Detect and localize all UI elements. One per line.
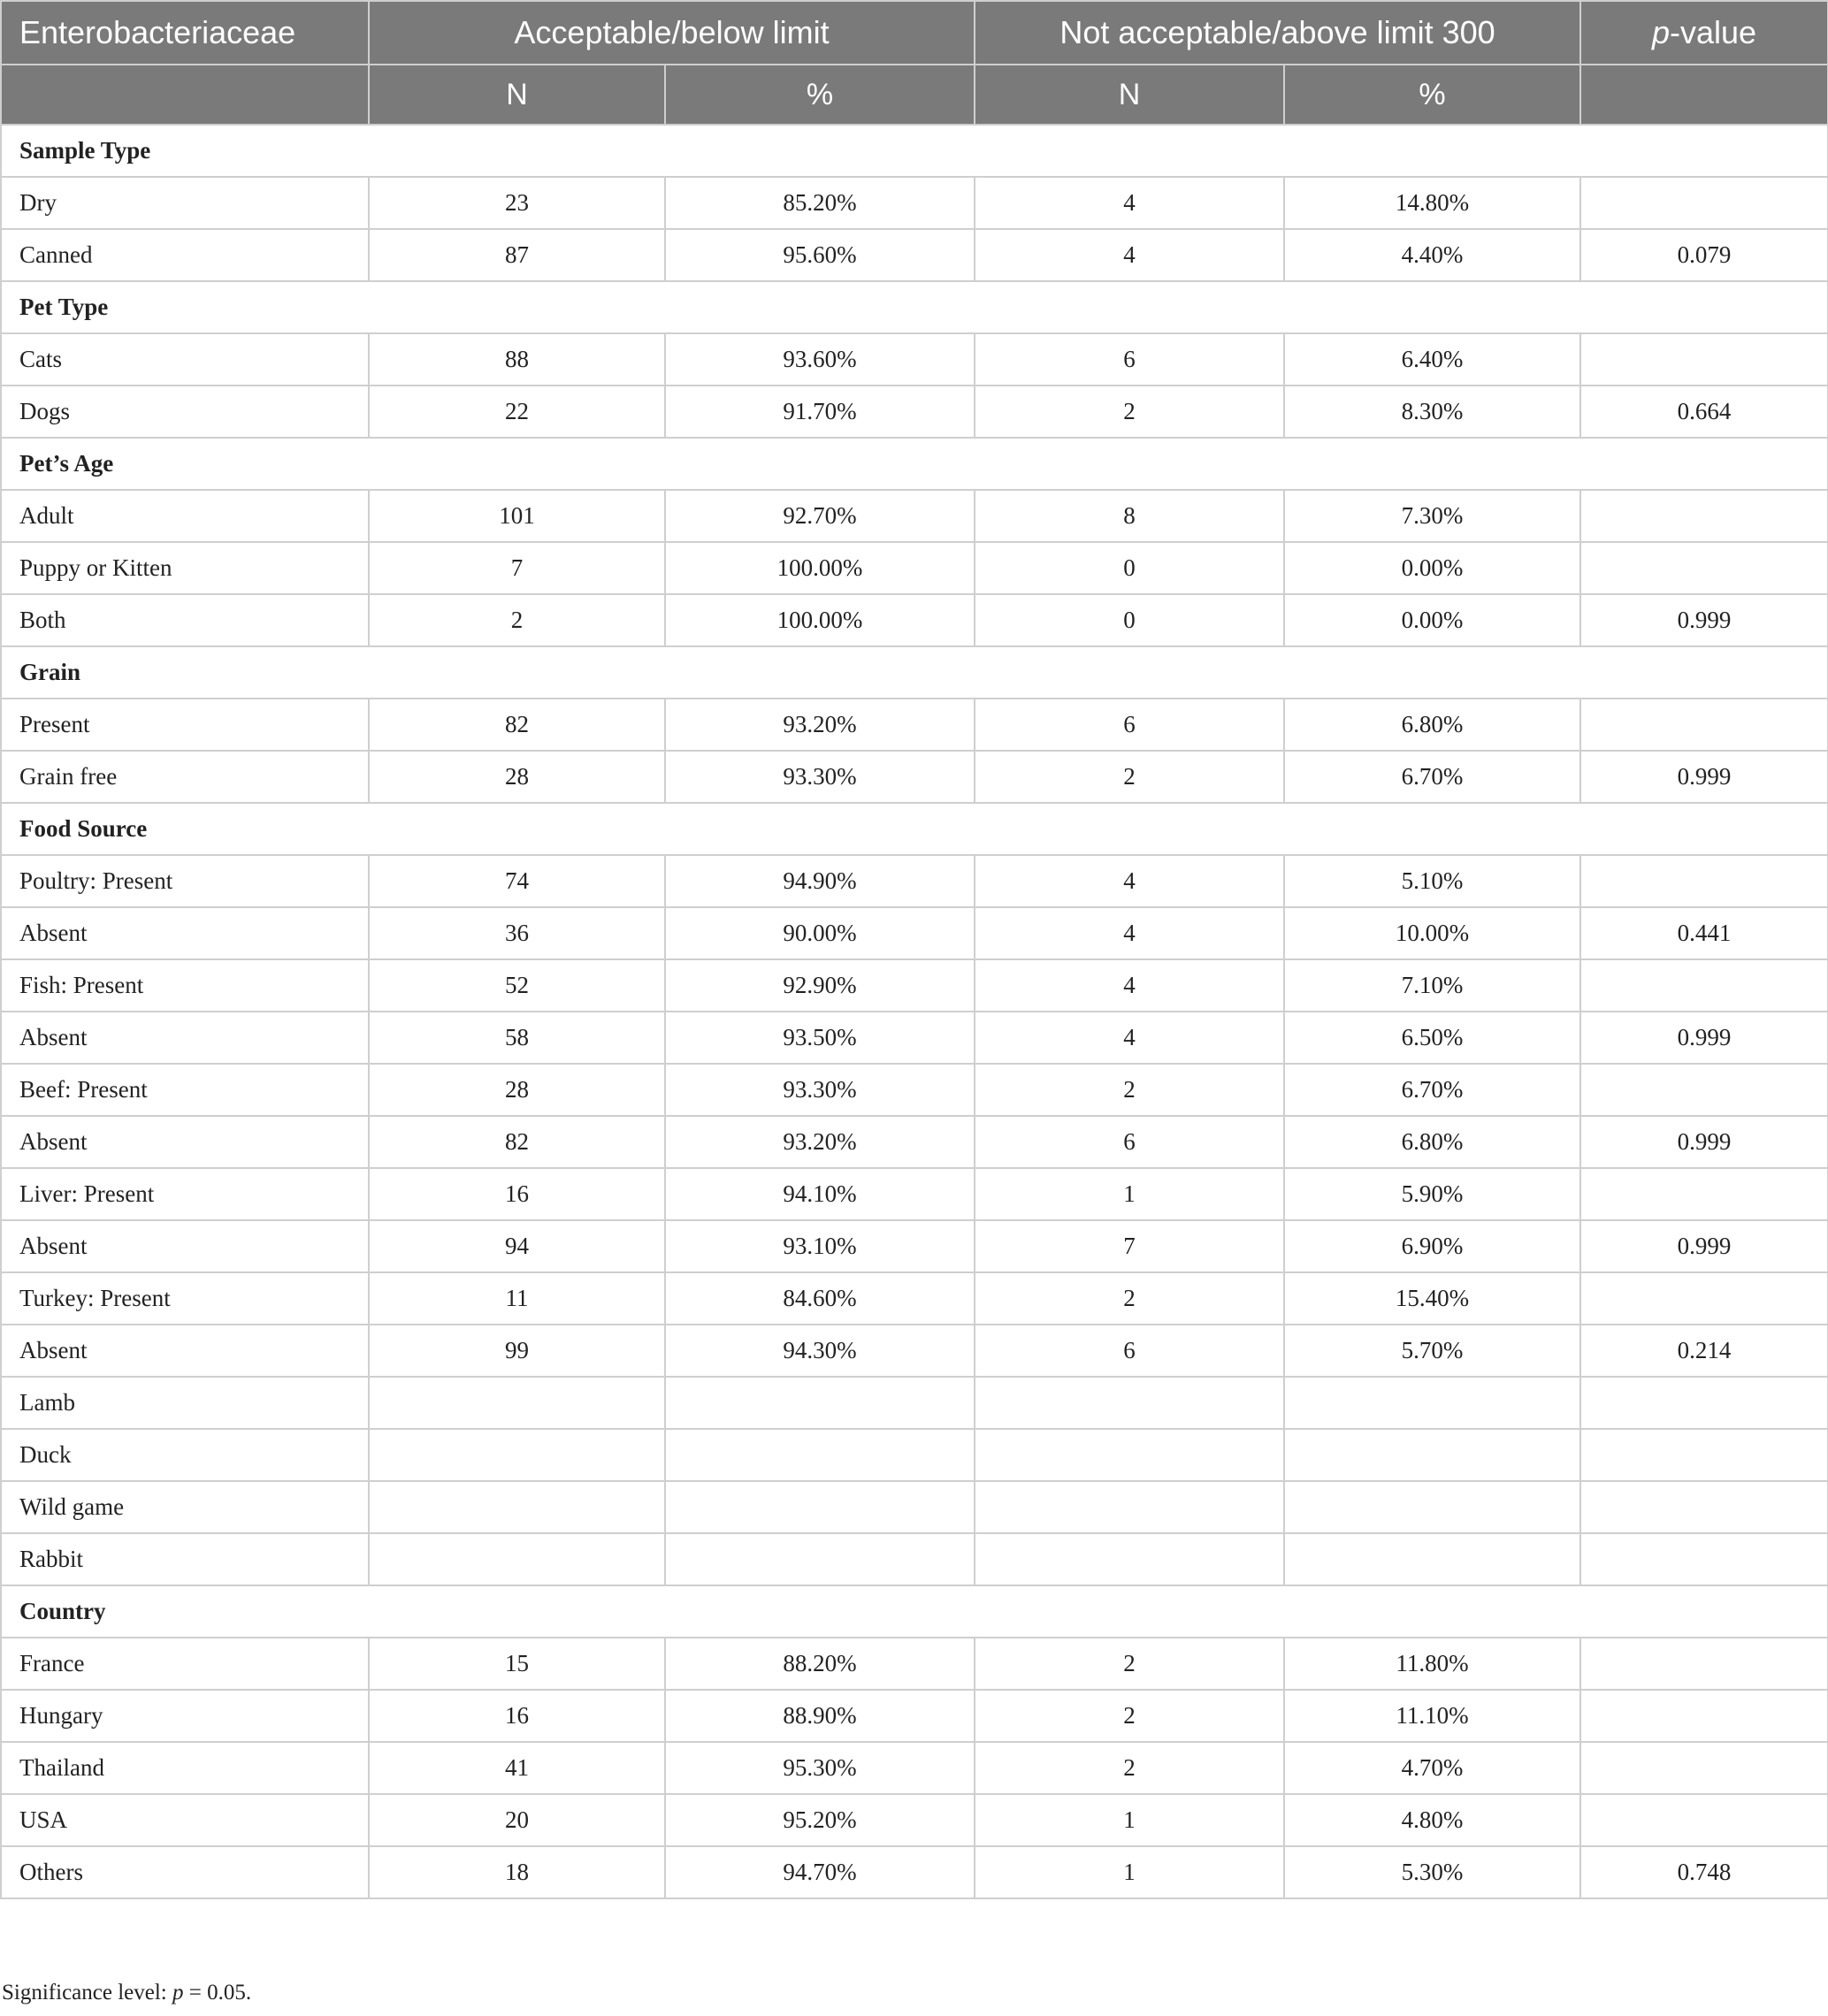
- row-label: Poultry: Present: [1, 855, 369, 907]
- cell-p-value: [1580, 1377, 1828, 1429]
- table-row: [1, 386, 1828, 438]
- row-label: France: [1, 1638, 369, 1690]
- row-label: Lamb: [1, 1377, 369, 1429]
- cell-not-acceptable-pct: 8.30%: [1284, 386, 1580, 438]
- row-label: Dogs: [1, 386, 369, 438]
- cell-p-value: 0.999: [1580, 1012, 1828, 1064]
- table-row: [1, 1533, 1828, 1585]
- cell-not-acceptable-n: 6: [975, 1325, 1284, 1377]
- cell-p-value: [1580, 1429, 1828, 1481]
- subheader-empty-pvalue: [1580, 65, 1828, 125]
- subheader-n1: N: [369, 65, 665, 125]
- row-label: Liver: Present: [1, 1168, 369, 1220]
- cell-p-value: [1580, 1794, 1828, 1846]
- cell-not-acceptable-pct: 11.80%: [1284, 1638, 1580, 1690]
- cell-not-acceptable-pct: 6.80%: [1284, 699, 1580, 751]
- table-row: [1, 333, 1828, 386]
- header-row: [1, 1, 1828, 65]
- cell-not-acceptable-pct: [1284, 1429, 1580, 1481]
- cell-acceptable-pct: 94.30%: [665, 1325, 975, 1377]
- section-label: Country: [1, 1585, 1828, 1638]
- table-row: [1, 1638, 1828, 1690]
- row-label: Duck: [1, 1429, 369, 1481]
- cell-p-value: [1580, 1064, 1828, 1116]
- row-label: Grain free: [1, 751, 369, 803]
- cell-not-acceptable-pct: 6.50%: [1284, 1012, 1580, 1064]
- footnote: [2, 1981, 251, 2005]
- section-row: [1, 1585, 1828, 1638]
- table-row: [1, 177, 1828, 229]
- header-not-acceptable: Not acceptable/above limit 300: [975, 1, 1580, 65]
- cell-not-acceptable-pct: 5.70%: [1284, 1325, 1580, 1377]
- cell-acceptable-pct: 95.20%: [665, 1794, 975, 1846]
- cell-not-acceptable-n: 6: [975, 1116, 1284, 1168]
- cell-acceptable-pct: [665, 1429, 975, 1481]
- cell-not-acceptable-n: 2: [975, 751, 1284, 803]
- row-label: Canned: [1, 229, 369, 281]
- cell-p-value: [1580, 490, 1828, 542]
- cell-not-acceptable-n: 0: [975, 594, 1284, 646]
- cell-p-value: [1580, 1168, 1828, 1220]
- cell-acceptable-pct: 93.30%: [665, 1064, 975, 1116]
- header-enterobacteriaceae: Enterobacteriaceae: [1, 1, 369, 65]
- cell-not-acceptable-pct: 6.70%: [1284, 751, 1580, 803]
- cell-not-acceptable-pct: 6.80%: [1284, 1116, 1580, 1168]
- cell-not-acceptable-pct: [1284, 1533, 1580, 1585]
- row-label: Rabbit: [1, 1533, 369, 1585]
- row-label: Dry: [1, 177, 369, 229]
- cell-acceptable-n: [369, 1533, 665, 1585]
- cell-not-acceptable-pct: 4.80%: [1284, 1794, 1580, 1846]
- cell-p-value: 0.441: [1580, 907, 1828, 959]
- cell-acceptable-pct: 94.70%: [665, 1846, 975, 1898]
- cell-p-value: [1580, 333, 1828, 386]
- subheader-pct2: %: [1284, 65, 1580, 125]
- cell-acceptable-n: 74: [369, 855, 665, 907]
- section-row: [1, 125, 1828, 177]
- cell-p-value: 0.748: [1580, 1846, 1828, 1898]
- cell-acceptable-n: 94: [369, 1220, 665, 1272]
- cell-acceptable-pct: 92.90%: [665, 959, 975, 1012]
- table-row: [1, 959, 1828, 1012]
- cell-not-acceptable-n: 2: [975, 1690, 1284, 1742]
- footnote-suffix: = 0.05.: [183, 1981, 252, 2005]
- cell-not-acceptable-n: 2: [975, 1638, 1284, 1690]
- cell-p-value: [1580, 1638, 1828, 1690]
- cell-not-acceptable-pct: 6.40%: [1284, 333, 1580, 386]
- cell-acceptable-pct: 100.00%: [665, 594, 975, 646]
- cell-p-value: [1580, 699, 1828, 751]
- cell-not-acceptable-n: 4: [975, 959, 1284, 1012]
- row-label: Fish: Present: [1, 959, 369, 1012]
- cell-acceptable-n: 15: [369, 1638, 665, 1690]
- cell-not-acceptable-n: 7: [975, 1220, 1284, 1272]
- table-header: [1, 1, 1828, 125]
- cell-not-acceptable-pct: 10.00%: [1284, 907, 1580, 959]
- cell-not-acceptable-pct: 4.40%: [1284, 229, 1580, 281]
- cell-p-value: [1580, 177, 1828, 229]
- cell-acceptable-n: [369, 1377, 665, 1429]
- cell-acceptable-n: 7: [369, 542, 665, 594]
- cell-not-acceptable-pct: [1284, 1481, 1580, 1533]
- cell-acceptable-pct: 85.20%: [665, 177, 975, 229]
- cell-acceptable-pct: [665, 1533, 975, 1585]
- cell-p-value: [1580, 1742, 1828, 1794]
- cell-acceptable-pct: 93.10%: [665, 1220, 975, 1272]
- cell-acceptable-n: 41: [369, 1742, 665, 1794]
- section-row: [1, 646, 1828, 699]
- table-row: [1, 1064, 1828, 1116]
- section-label: Food Source: [1, 803, 1828, 855]
- cell-p-value: [1580, 1690, 1828, 1742]
- cell-not-acceptable-n: 2: [975, 1064, 1284, 1116]
- table-row: [1, 1168, 1828, 1220]
- cell-acceptable-n: 18: [369, 1846, 665, 1898]
- row-label: Cats: [1, 333, 369, 386]
- row-label: Present: [1, 699, 369, 751]
- row-label: Absent: [1, 1012, 369, 1064]
- table-row: [1, 855, 1828, 907]
- row-label: Absent: [1, 907, 369, 959]
- cell-p-value: 0.999: [1580, 1220, 1828, 1272]
- table-row: [1, 229, 1828, 281]
- cell-acceptable-n: 58: [369, 1012, 665, 1064]
- cell-p-value: [1580, 1272, 1828, 1325]
- cell-p-value: [1580, 1533, 1828, 1585]
- cell-acceptable-pct: 88.90%: [665, 1690, 975, 1742]
- cell-acceptable-n: 88: [369, 333, 665, 386]
- table-row: [1, 907, 1828, 959]
- cell-not-acceptable-pct: 6.90%: [1284, 1220, 1580, 1272]
- footnote-p: p: [172, 1981, 184, 2005]
- cell-acceptable-pct: [665, 1377, 975, 1429]
- cell-not-acceptable-n: [975, 1377, 1284, 1429]
- table-row: [1, 699, 1828, 751]
- table-row: [1, 1690, 1828, 1742]
- cell-not-acceptable-pct: 7.10%: [1284, 959, 1580, 1012]
- table-row: [1, 1272, 1828, 1325]
- cell-not-acceptable-pct: 4.70%: [1284, 1742, 1580, 1794]
- cell-acceptable-n: 16: [369, 1168, 665, 1220]
- row-label: Absent: [1, 1325, 369, 1377]
- cell-acceptable-n: 2: [369, 594, 665, 646]
- subheader-empty: [1, 65, 369, 125]
- cell-acceptable-n: 82: [369, 699, 665, 751]
- cell-p-value: [1580, 959, 1828, 1012]
- cell-not-acceptable-n: 4: [975, 855, 1284, 907]
- subheader-n2: N: [975, 65, 1284, 125]
- cell-not-acceptable-n: [975, 1429, 1284, 1481]
- cell-not-acceptable-n: [975, 1481, 1284, 1533]
- cell-acceptable-n: 20: [369, 1794, 665, 1846]
- cell-p-value: [1580, 1481, 1828, 1533]
- cell-acceptable-pct: [665, 1481, 975, 1533]
- row-label: Others: [1, 1846, 369, 1898]
- cell-acceptable-n: 16: [369, 1690, 665, 1742]
- row-label: Adult: [1, 490, 369, 542]
- cell-not-acceptable-n: 2: [975, 1272, 1284, 1325]
- cell-not-acceptable-n: 2: [975, 1742, 1284, 1794]
- subheader-pct1: %: [665, 65, 975, 125]
- cell-acceptable-pct: 94.90%: [665, 855, 975, 907]
- row-label: Beef: Present: [1, 1064, 369, 1116]
- cell-acceptable-pct: 100.00%: [665, 542, 975, 594]
- cell-p-value: 0.999: [1580, 1116, 1828, 1168]
- cell-acceptable-pct: 92.70%: [665, 490, 975, 542]
- cell-p-value: 0.664: [1580, 386, 1828, 438]
- cell-acceptable-n: 23: [369, 177, 665, 229]
- cell-p-value: 0.999: [1580, 594, 1828, 646]
- section-label: Grain: [1, 646, 1828, 699]
- cell-p-value: 0.999: [1580, 751, 1828, 803]
- row-label: Wild game: [1, 1481, 369, 1533]
- cell-acceptable-n: 99: [369, 1325, 665, 1377]
- table-row: [1, 1220, 1828, 1272]
- cell-not-acceptable-pct: 0.00%: [1284, 594, 1580, 646]
- cell-acceptable-pct: 93.20%: [665, 699, 975, 751]
- cell-p-value: [1580, 542, 1828, 594]
- table-row: [1, 1377, 1828, 1429]
- cell-acceptable-n: 87: [369, 229, 665, 281]
- cell-acceptable-pct: 84.60%: [665, 1272, 975, 1325]
- row-label: Absent: [1, 1116, 369, 1168]
- cell-p-value: [1580, 855, 1828, 907]
- footnote-prefix: Significance level:: [2, 1981, 172, 2005]
- cell-not-acceptable-n: 6: [975, 699, 1284, 751]
- cell-not-acceptable-n: [975, 1533, 1284, 1585]
- header-p-italic: p: [1651, 14, 1671, 50]
- table-row: [1, 594, 1828, 646]
- cell-not-acceptable-pct: 5.90%: [1284, 1168, 1580, 1220]
- table-body: [1, 125, 1828, 1898]
- cell-not-acceptable-n: 4: [975, 1012, 1284, 1064]
- cell-not-acceptable-pct: 11.10%: [1284, 1690, 1580, 1742]
- table-row: [1, 751, 1828, 803]
- cell-acceptable-pct: 93.60%: [665, 333, 975, 386]
- cell-not-acceptable-pct: 5.10%: [1284, 855, 1580, 907]
- cell-not-acceptable-pct: 7.30%: [1284, 490, 1580, 542]
- cell-not-acceptable-n: 4: [975, 177, 1284, 229]
- cell-p-value: 0.214: [1580, 1325, 1828, 1377]
- cell-acceptable-n: 28: [369, 751, 665, 803]
- cell-not-acceptable-n: 2: [975, 386, 1284, 438]
- section-row: [1, 803, 1828, 855]
- cell-acceptable-pct: 91.70%: [665, 386, 975, 438]
- table-row: [1, 1481, 1828, 1533]
- row-label: USA: [1, 1794, 369, 1846]
- cell-acceptable-pct: 88.20%: [665, 1638, 975, 1690]
- row-label: Thailand: [1, 1742, 369, 1794]
- row-label: Turkey: Present: [1, 1272, 369, 1325]
- cell-not-acceptable-n: 1: [975, 1794, 1284, 1846]
- cell-acceptable-pct: 93.20%: [665, 1116, 975, 1168]
- cell-not-acceptable-n: 6: [975, 333, 1284, 386]
- subheader-row: [1, 65, 1828, 125]
- cell-acceptable-pct: 94.10%: [665, 1168, 975, 1220]
- section-label: Sample Type: [1, 125, 1828, 177]
- row-label: Hungary: [1, 1690, 369, 1742]
- cell-acceptable-pct: 90.00%: [665, 907, 975, 959]
- table-row: [1, 1012, 1828, 1064]
- cell-p-value: 0.079: [1580, 229, 1828, 281]
- cell-acceptable-n: 11: [369, 1272, 665, 1325]
- cell-not-acceptable-pct: [1284, 1377, 1580, 1429]
- cell-not-acceptable-n: 4: [975, 229, 1284, 281]
- table-row: [1, 1846, 1828, 1898]
- cell-acceptable-n: 52: [369, 959, 665, 1012]
- cell-not-acceptable-pct: 5.30%: [1284, 1846, 1580, 1898]
- cell-acceptable-n: 22: [369, 386, 665, 438]
- cell-not-acceptable-pct: 0.00%: [1284, 542, 1580, 594]
- cell-not-acceptable-pct: 14.80%: [1284, 177, 1580, 229]
- cell-acceptable-n: 101: [369, 490, 665, 542]
- section-label: Pet Type: [1, 281, 1828, 333]
- cell-not-acceptable-pct: 15.40%: [1284, 1272, 1580, 1325]
- section-label: Pet’s Age: [1, 438, 1828, 490]
- table-row: [1, 1325, 1828, 1377]
- cell-not-acceptable-n: 0: [975, 542, 1284, 594]
- section-row: [1, 438, 1828, 490]
- cell-not-acceptable-pct: 6.70%: [1284, 1064, 1580, 1116]
- cell-acceptable-pct: 93.30%: [665, 751, 975, 803]
- cell-acceptable-n: [369, 1429, 665, 1481]
- header-p-rest: -value: [1670, 14, 1757, 50]
- table-row: [1, 1429, 1828, 1481]
- cell-not-acceptable-n: 1: [975, 1846, 1284, 1898]
- cell-acceptable-n: 36: [369, 907, 665, 959]
- cell-acceptable-n: 28: [369, 1064, 665, 1116]
- table-row: [1, 1794, 1828, 1846]
- section-row: [1, 281, 1828, 333]
- row-label: Puppy or Kitten: [1, 542, 369, 594]
- header-p-value: [1580, 1, 1828, 65]
- cell-acceptable-pct: 95.30%: [665, 1742, 975, 1794]
- cell-acceptable-n: [369, 1481, 665, 1533]
- cell-acceptable-pct: 95.60%: [665, 229, 975, 281]
- table-row: [1, 542, 1828, 594]
- cell-acceptable-pct: 93.50%: [665, 1012, 975, 1064]
- header-acceptable: Acceptable/below limit: [369, 1, 975, 65]
- row-label: Both: [1, 594, 369, 646]
- cell-not-acceptable-n: 8: [975, 490, 1284, 542]
- table-row: [1, 1742, 1828, 1794]
- table-row: [1, 490, 1828, 542]
- cell-not-acceptable-n: 1: [975, 1168, 1284, 1220]
- table-row: [1, 1116, 1828, 1168]
- cell-acceptable-n: 82: [369, 1116, 665, 1168]
- row-label: Absent: [1, 1220, 369, 1272]
- cell-not-acceptable-n: 4: [975, 907, 1284, 959]
